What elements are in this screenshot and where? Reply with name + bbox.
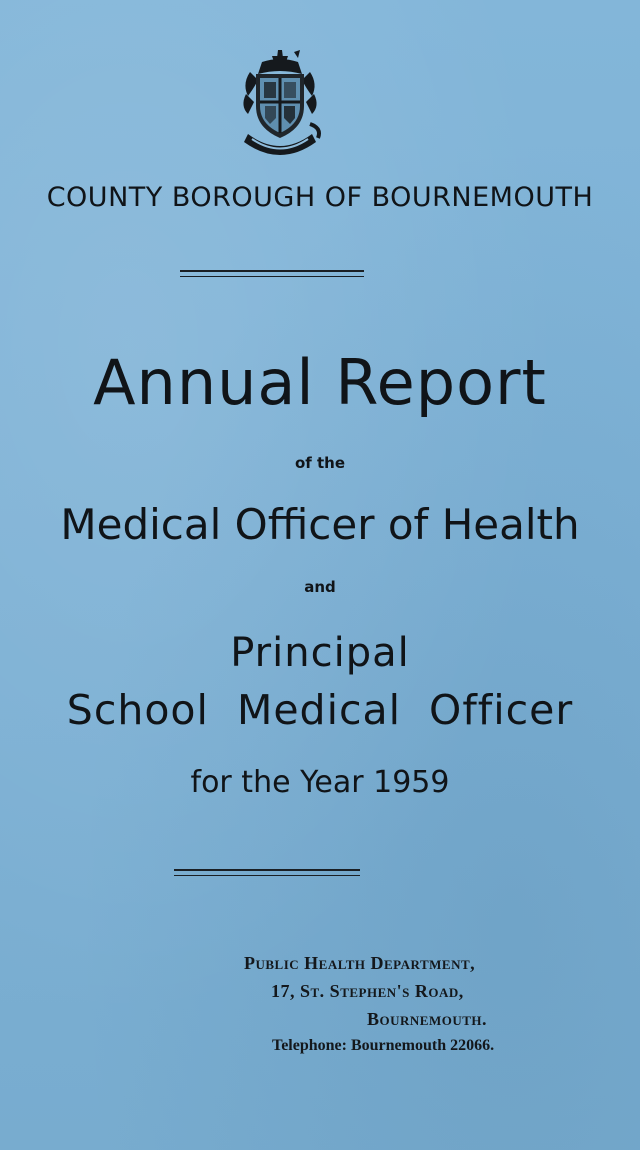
address-department: Public Health Department, xyxy=(244,953,476,973)
address-telephone: Telephone: Bournemouth 22066. xyxy=(272,1037,495,1054)
coat-of-arms-icon xyxy=(232,44,328,164)
address-town: Bournemouth. xyxy=(367,1009,488,1029)
office-principal: Principal xyxy=(230,630,410,676)
office-school-medical-officer: School Medical Officer xyxy=(66,686,574,734)
of-the-text: of the xyxy=(294,454,346,472)
and-text: and xyxy=(304,578,336,596)
issuer-heading: COUNTY BOROUGH OF BOURNEMOUTH xyxy=(46,182,594,213)
office-medical-officer: Medical Officer of Health xyxy=(60,500,580,549)
report-period: for the Year 1959 xyxy=(190,765,450,800)
address-street: 17, St. Stephen's Road, xyxy=(271,981,464,1001)
report-title: Annual Report xyxy=(93,346,547,419)
divider-top xyxy=(180,270,364,277)
divider-bottom xyxy=(174,869,360,876)
